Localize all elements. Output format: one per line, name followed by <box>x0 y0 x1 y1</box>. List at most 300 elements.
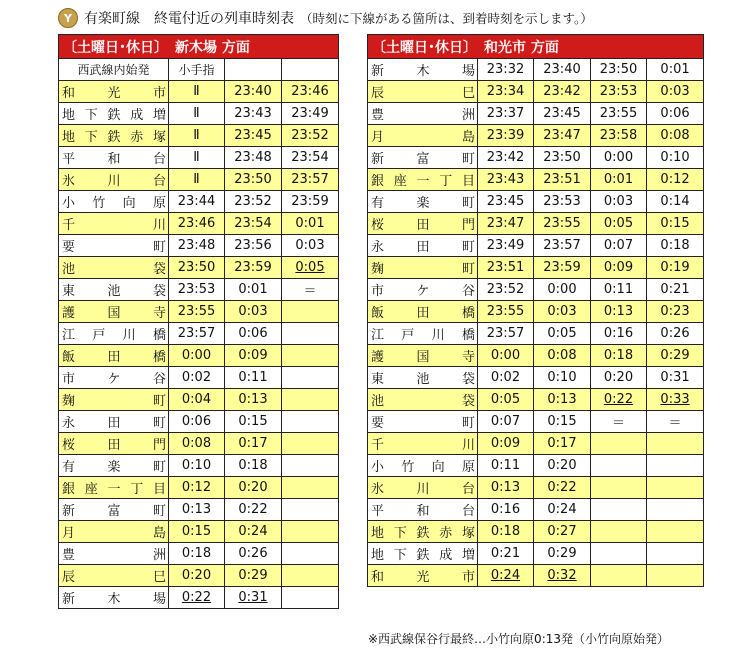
station-name <box>59 565 169 587</box>
station-char: 新 <box>62 504 76 519</box>
station-row <box>59 433 339 455</box>
time-cell <box>647 433 704 455</box>
origin-station: 小手指 <box>169 59 225 81</box>
station-char: 光 <box>107 86 121 101</box>
time-cell: 23:50 <box>225 169 282 191</box>
station-char: 町 <box>152 460 166 475</box>
station-name-text <box>62 434 166 453</box>
station-char: 目 <box>461 174 475 189</box>
station-row <box>368 455 704 477</box>
station-char: 原 <box>152 196 166 211</box>
station-name-text <box>62 82 166 101</box>
station-row <box>368 191 704 213</box>
station-char: 銀 <box>62 482 76 497</box>
time-cell <box>282 389 339 411</box>
time-cell <box>282 367 339 389</box>
station-char: 池 <box>107 284 121 299</box>
station-row <box>368 565 704 587</box>
time-cell: 0:03 <box>534 301 591 323</box>
station-name-text <box>62 588 166 607</box>
station-char: 町 <box>461 152 475 167</box>
station-row <box>59 81 339 103</box>
station-name <box>368 477 478 499</box>
station-char: 下 <box>393 526 407 541</box>
station-char: ケ <box>107 372 121 387</box>
station-name-text <box>62 214 166 233</box>
station-char: 谷 <box>461 284 475 299</box>
station-char: 銀 <box>371 174 385 189</box>
station-char: 千 <box>62 218 76 233</box>
station-name-text <box>371 478 475 497</box>
time-cell <box>647 477 704 499</box>
station-name-text <box>371 566 475 585</box>
station-char: 田 <box>416 306 430 321</box>
station-char: 東 <box>371 372 385 387</box>
station-char: 川 <box>461 438 475 453</box>
station-name <box>59 191 169 213</box>
time-cell: 0:03 <box>647 81 704 103</box>
station-char: 地 <box>62 108 76 123</box>
time-cell: ＝ <box>591 411 647 433</box>
station-char: 新 <box>371 64 385 79</box>
station-row <box>59 257 339 279</box>
time-cell: 0:15 <box>225 411 282 433</box>
time-cell: ＝ <box>647 411 704 433</box>
time-cell: 23:55 <box>534 213 591 235</box>
time-cell: 23:49 <box>478 235 534 257</box>
station-name-text <box>371 60 475 79</box>
time-cell: 0:16 <box>478 499 534 521</box>
time-cell <box>282 587 339 609</box>
time-cell: 0:07 <box>591 235 647 257</box>
station-char: 国 <box>416 350 430 365</box>
station-char: 豊 <box>371 108 385 123</box>
timetable-wakoshi-bound <box>367 34 704 587</box>
time-cell: 23:53 <box>591 81 647 103</box>
time-cell: 0:18 <box>647 235 704 257</box>
station-char: 向 <box>431 460 445 475</box>
time-cell: 0:01 <box>591 169 647 191</box>
station-row <box>59 477 339 499</box>
station-char: 町 <box>152 504 166 519</box>
time-cell <box>591 433 647 455</box>
station-char: 麹 <box>371 262 385 277</box>
station-name <box>59 103 169 125</box>
time-cell <box>282 433 339 455</box>
station-char: 門 <box>152 438 166 453</box>
time-cell: 23:48 <box>169 235 225 257</box>
station-name <box>368 59 478 81</box>
station-char: 飯 <box>371 306 385 321</box>
station-char: 巳 <box>152 570 166 585</box>
station-char: 桜 <box>371 218 385 233</box>
station-char: 戸 <box>401 328 415 343</box>
time-cell: Ⅱ <box>169 147 225 169</box>
station-char: 豊 <box>62 548 76 563</box>
time-cell: 0:05 <box>282 257 339 279</box>
time-cell: 23:55 <box>591 103 647 125</box>
station-row <box>59 147 339 169</box>
time-cell: 0:26 <box>225 543 282 565</box>
time-cell: 0:03 <box>591 191 647 213</box>
station-char: 座 <box>84 482 98 497</box>
station-char: 一 <box>107 482 121 497</box>
time-cell: 23:57 <box>282 169 339 191</box>
station-name <box>368 521 478 543</box>
time-cell: 0:13 <box>591 301 647 323</box>
station-char: 下 <box>84 108 98 123</box>
station-name-text <box>62 412 166 431</box>
station-char: 塚 <box>152 130 166 145</box>
station-char: 台 <box>461 504 475 519</box>
time-cell: 0:22 <box>534 477 591 499</box>
station-char: 富 <box>107 504 121 519</box>
station-char: 町 <box>461 416 475 431</box>
station-row <box>368 257 704 279</box>
station-name <box>368 499 478 521</box>
station-name-text <box>62 148 166 167</box>
station-char: 成 <box>130 108 144 123</box>
station-row <box>368 279 704 301</box>
time-cell <box>647 455 704 477</box>
station-char: 台 <box>152 152 166 167</box>
time-cell <box>647 543 704 565</box>
station-row <box>59 103 339 125</box>
time-cell: 0:05 <box>478 389 534 411</box>
time-cell: 23:52 <box>225 191 282 213</box>
station-row <box>368 169 704 191</box>
time-cell: 0:27 <box>534 521 591 543</box>
station-char: 地 <box>371 548 385 563</box>
time-cell: 23:50 <box>169 257 225 279</box>
station-name <box>59 81 169 103</box>
station-name-text <box>62 192 166 211</box>
time-cell: 0:24 <box>534 499 591 521</box>
time-cell: 0:03 <box>282 235 339 257</box>
station-name <box>59 125 169 147</box>
time-cell: 0:12 <box>647 169 704 191</box>
yurakucho-line-icon: Y <box>58 8 78 28</box>
time-cell: 23:57 <box>478 323 534 345</box>
station-char: 池 <box>62 262 76 277</box>
station-row <box>59 565 339 587</box>
station-char: 桜 <box>62 438 76 453</box>
station-name <box>368 411 478 433</box>
time-cell <box>591 543 647 565</box>
station-name <box>368 543 478 565</box>
time-cell: Ⅱ <box>169 125 225 147</box>
station-char: 田 <box>107 350 121 365</box>
station-name <box>368 367 478 389</box>
time-cell: 23:53 <box>169 279 225 301</box>
time-cell: 0:12 <box>169 477 225 499</box>
station-name-text <box>371 302 475 321</box>
station-char: 新 <box>371 152 385 167</box>
time-cell: 0:18 <box>225 455 282 477</box>
station-name-text <box>371 346 475 365</box>
station-row <box>59 521 339 543</box>
direction-label: 〔土曜日･休日〕 和光市 方面 <box>368 35 704 59</box>
time-cell: 0:00 <box>478 345 534 367</box>
station-name <box>368 235 478 257</box>
station-name <box>59 477 169 499</box>
station-char: 橋 <box>461 328 475 343</box>
station-char: 小 <box>62 196 76 211</box>
station-row <box>368 147 704 169</box>
station-char: 平 <box>62 152 76 167</box>
time-cell: 0:08 <box>647 125 704 147</box>
station-name <box>59 587 169 609</box>
station-name <box>368 81 478 103</box>
station-char: 地 <box>371 526 385 541</box>
station-char: 袋 <box>461 394 475 409</box>
station-name-text <box>371 500 475 519</box>
time-cell: 23:57 <box>534 235 591 257</box>
time-cell: 23:34 <box>478 81 534 103</box>
station-char: 場 <box>461 64 475 79</box>
time-cell: 23:55 <box>169 301 225 323</box>
time-cell: 0:20 <box>169 565 225 587</box>
station-row <box>59 455 339 477</box>
station-char: 光 <box>416 570 430 585</box>
time-cell: 23:49 <box>282 103 339 125</box>
station-name <box>368 433 478 455</box>
station-name-text <box>371 280 475 299</box>
time-cell: 23:42 <box>478 147 534 169</box>
station-char: 平 <box>371 504 385 519</box>
station-name-text <box>62 258 166 277</box>
station-char: 袋 <box>152 284 166 299</box>
time-cell: 23:46 <box>169 213 225 235</box>
station-char: 田 <box>107 416 121 431</box>
time-cell: 0:18 <box>478 521 534 543</box>
time-cell: 23:54 <box>282 147 339 169</box>
station-name <box>368 389 478 411</box>
time-cell: 0:18 <box>591 345 647 367</box>
station-char: 護 <box>62 306 76 321</box>
station-row <box>59 411 339 433</box>
time-cell: 0:10 <box>169 455 225 477</box>
origin-blank <box>282 59 339 81</box>
station-char: 橋 <box>152 350 166 365</box>
station-row <box>59 125 339 147</box>
station-char: 向 <box>122 196 136 211</box>
time-cell: 0:13 <box>534 389 591 411</box>
station-row <box>59 235 339 257</box>
station-char: 町 <box>461 262 475 277</box>
station-char: 月 <box>62 526 76 541</box>
station-char: 鉄 <box>107 108 121 123</box>
station-char: 竹 <box>92 196 106 211</box>
station-name-text <box>62 302 166 321</box>
time-cell: 0:32 <box>534 565 591 587</box>
time-cell: 23:40 <box>534 59 591 81</box>
station-char: 田 <box>107 438 121 453</box>
station-char: 江 <box>62 328 76 343</box>
time-cell: 0:20 <box>225 477 282 499</box>
time-cell: 0:33 <box>647 389 704 411</box>
station-row <box>59 279 339 301</box>
time-cell: 23:50 <box>591 59 647 81</box>
time-cell: 0:02 <box>169 367 225 389</box>
station-name-text <box>62 500 166 519</box>
station-char: 地 <box>62 130 76 145</box>
station-char: 寺 <box>461 350 475 365</box>
station-char: 橋 <box>461 306 475 321</box>
station-name-text <box>62 566 166 585</box>
time-cell: Ⅱ <box>169 81 225 103</box>
station-row <box>368 433 704 455</box>
station-char: 小 <box>371 460 385 475</box>
time-cell: 0:06 <box>225 323 282 345</box>
station-row <box>368 477 704 499</box>
time-cell: 23:52 <box>282 125 339 147</box>
time-cell: 0:13 <box>169 499 225 521</box>
time-cell: 0:08 <box>169 433 225 455</box>
time-cell: 0:19 <box>647 257 704 279</box>
station-char: 川 <box>122 328 136 343</box>
time-cell: 0:21 <box>647 279 704 301</box>
station-char: 増 <box>152 108 166 123</box>
time-cell: 0:21 <box>478 543 534 565</box>
time-cell: 0:16 <box>591 323 647 345</box>
time-cell: 0:00 <box>591 147 647 169</box>
station-char: 島 <box>152 526 166 541</box>
time-cell: 23:53 <box>534 191 591 213</box>
station-char: 洲 <box>461 108 475 123</box>
station-name-text <box>371 192 475 211</box>
line-name: 有楽町線 <box>84 11 140 27</box>
origin-row <box>59 59 339 81</box>
station-name-text <box>371 412 475 431</box>
time-cell: 0:11 <box>478 455 534 477</box>
time-cell: 23:50 <box>534 147 591 169</box>
station-name <box>59 147 169 169</box>
station-char: 川 <box>152 218 166 233</box>
station-name-text <box>62 346 166 365</box>
time-cell <box>282 477 339 499</box>
time-cell: 23:45 <box>534 103 591 125</box>
station-char: 辰 <box>371 86 385 101</box>
station-char: 新 <box>62 592 76 607</box>
station-name-text <box>371 324 475 343</box>
station-row <box>368 235 704 257</box>
station-char: 東 <box>62 284 76 299</box>
time-cell: 0:23 <box>647 301 704 323</box>
station-name-text <box>371 258 475 277</box>
station-char: 巳 <box>461 86 475 101</box>
station-name <box>59 257 169 279</box>
time-cell: 0:06 <box>647 103 704 125</box>
time-cell <box>282 345 339 367</box>
station-name <box>59 411 169 433</box>
time-cell: 23:40 <box>225 81 282 103</box>
station-char: 池 <box>416 372 430 387</box>
time-cell: 0:26 <box>647 323 704 345</box>
time-cell: 0:00 <box>534 279 591 301</box>
station-char: 木 <box>416 64 430 79</box>
station-row <box>59 191 339 213</box>
time-cell: 0:13 <box>225 389 282 411</box>
time-cell <box>591 477 647 499</box>
station-row <box>59 389 339 411</box>
time-cell: 0:13 <box>478 477 534 499</box>
direction-row <box>368 35 704 59</box>
time-cell: 23:45 <box>478 191 534 213</box>
time-cell: 23:58 <box>591 125 647 147</box>
time-cell: 23:56 <box>225 235 282 257</box>
station-row <box>368 389 704 411</box>
station-char: 和 <box>62 86 76 101</box>
underline-note: （時刻に下線がある箇所は、到着時刻を示します。） <box>300 11 593 26</box>
station-name <box>59 169 169 191</box>
time-cell: 23:57 <box>169 323 225 345</box>
station-char: 原 <box>461 460 475 475</box>
time-cell: 0:11 <box>591 279 647 301</box>
station-char: 木 <box>107 592 121 607</box>
station-row <box>59 587 339 609</box>
station-row <box>59 301 339 323</box>
station-char: 台 <box>461 482 475 497</box>
station-char: 町 <box>461 196 475 211</box>
time-cell: 23:32 <box>478 59 534 81</box>
time-cell: 0:06 <box>169 411 225 433</box>
station-name-text <box>371 104 475 123</box>
station-char: 富 <box>416 152 430 167</box>
station-char: 永 <box>371 240 385 255</box>
station-char: 和 <box>416 504 430 519</box>
station-char: 池 <box>371 394 385 409</box>
station-char: 辰 <box>62 570 76 585</box>
station-row <box>368 103 704 125</box>
time-cell: 0:02 <box>478 367 534 389</box>
station-char: 川 <box>416 482 430 497</box>
time-cell: 0:05 <box>534 323 591 345</box>
station-char: 田 <box>416 218 430 233</box>
station-char: 下 <box>84 130 98 145</box>
time-cell: 23:45 <box>225 125 282 147</box>
station-name <box>59 235 169 257</box>
station-name <box>368 103 478 125</box>
station-char: 戸 <box>92 328 106 343</box>
station-char: 国 <box>107 306 121 321</box>
station-char: 町 <box>152 416 166 431</box>
station-name-text <box>62 324 166 343</box>
station-char: 和 <box>107 152 121 167</box>
station-char: 増 <box>461 548 475 563</box>
time-cell: 23:42 <box>534 81 591 103</box>
station-name-text <box>62 390 166 409</box>
station-row <box>368 323 704 345</box>
time-cell: 0:15 <box>534 411 591 433</box>
station-name-text <box>371 214 475 233</box>
time-cell: 23:59 <box>534 257 591 279</box>
time-cell: 23:44 <box>169 191 225 213</box>
station-char: 護 <box>371 350 385 365</box>
time-cell: 23:54 <box>225 213 282 235</box>
station-char: 谷 <box>152 372 166 387</box>
station-name <box>59 499 169 521</box>
time-cell <box>647 521 704 543</box>
station-name <box>368 213 478 235</box>
station-row <box>368 81 704 103</box>
station-name <box>368 301 478 323</box>
station-name <box>368 279 478 301</box>
station-char: 塚 <box>461 526 475 541</box>
direction-row <box>59 35 339 59</box>
time-cell: 0:05 <box>591 213 647 235</box>
direction-label: 〔土曜日･休日〕 新木場 方面 <box>59 35 339 59</box>
